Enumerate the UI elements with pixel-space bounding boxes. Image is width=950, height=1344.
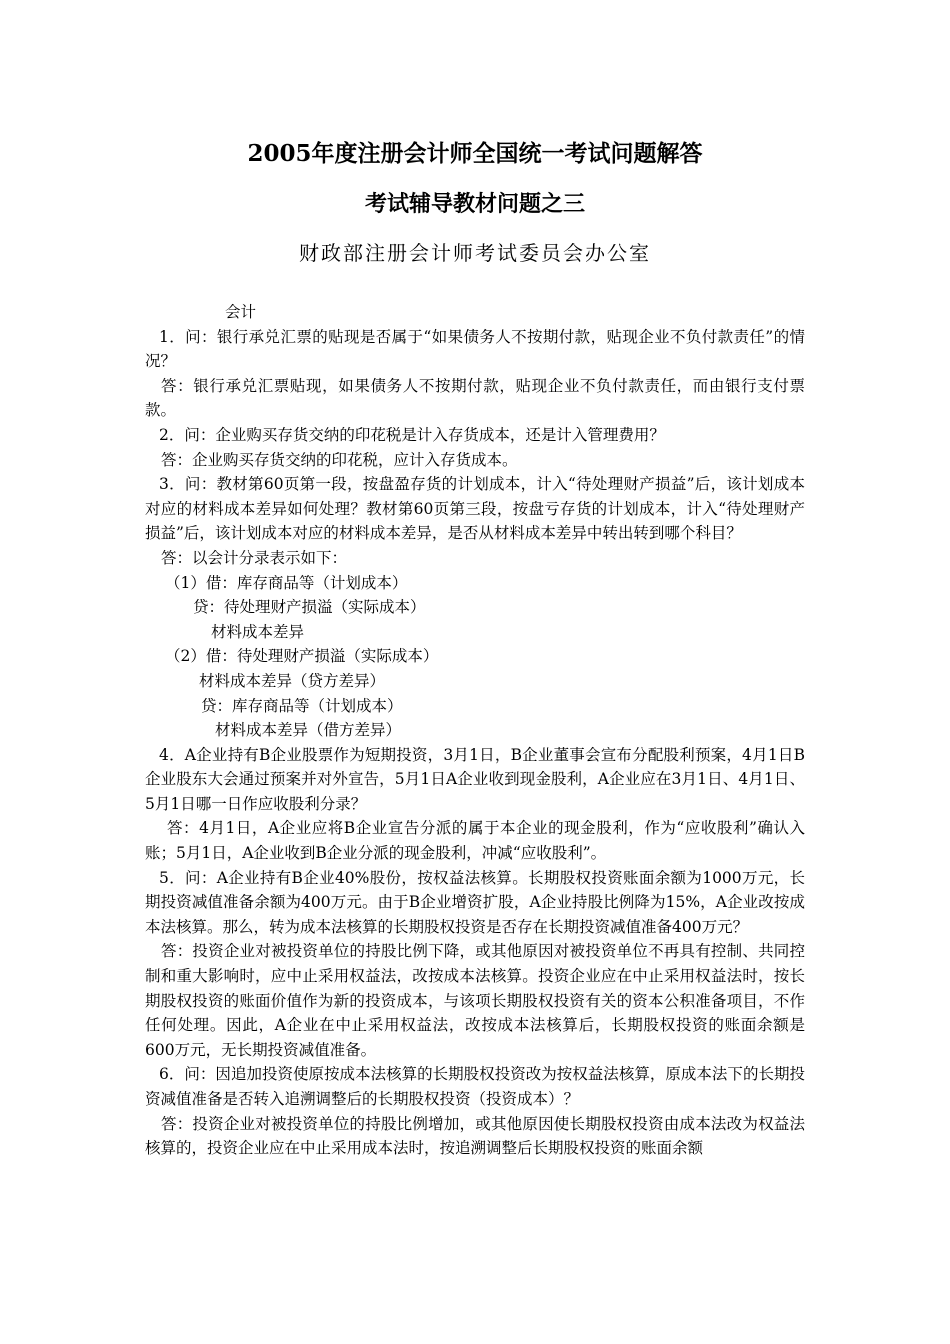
journal-entry-line: 材料成本差异（借方差异） [215,721,402,740]
answer-6: 答：投资企业对被投资单位的持股比例增加，或其他原因使长期股权投资由成本法改为权益法核算的，投资企业应在中止采用成本法时，按追溯调整后长期股权投资的账面余额 [145,1114,805,1158]
answer-3: 答：以会计分录表示如下： [161,548,348,567]
journal-entry-line: （1）借：库存商品等（计划成本） [165,573,408,592]
question-3: 3．问：教材第60页第一段，按盘盈存货的计划成本，计入“待处理财产损益”后，该计划成本对应的材料成本差异如何处理？教材第60页第三段，按盘亏存货的计划成本，计入“待处理财产损益”后，该计划成本对应的材料成本差异，是否从材料成本差异中转出转到哪个科目？ [145,475,805,543]
answer-4: 答：4月1日，A企业应将B企业宣告分派的属于本企业的现金股利，作为“应收股利”确认入账；5月1日，A企业收到B企业分派的现金股利，冲减“应收股利”。 [145,819,805,863]
journal-entry-line: 贷：库存商品等（计划成本） [201,696,403,715]
journal-entry-line: 材料成本差异（贷方差异） [199,671,386,690]
question-2: 2．问：企业购买存货交纳的印花税是计入存货成本，还是计入管理费用？ [159,425,665,444]
document-subtitle: 考试辅导教材问题之三 [364,191,585,217]
answer-2: 答：企业购买存货交纳的印花税，应计入存货成本。 [161,450,518,469]
question-6: 6．问：因追加投资使原按成本法核算的长期股权投资改为按权益法核算，原成本法下的长期投资减值准备是否转入追溯调整后的长期股权投资（投资成本）？ [145,1065,805,1108]
question-4: 4．A企业持有B企业股票作为短期投资，3月1日，B企业董事会宣布分配股利预案，4月1日B企业股东大会通过预案并对外宣告，5月1日A企业收到现金股利，A企业应在3月1日、4月1日、5月1日哪一日作应收股利分录？ [145,745,805,813]
journal-entry-line: 贷：待处理财产损溢（实际成本） [193,598,426,617]
answer-1: 答：银行承兑汇票贴现，如果债务人不按期付款，贴现企业不负付款责任，而由银行支付票款。 [145,376,805,420]
question-1: 1．问：银行承兑汇票的贴现是否属于“如果债务人不按期付款，贴现企业不负付款责任”的情况？ [145,327,805,371]
journal-entry-line: （2）借：待处理财产损溢（实际成本） [165,647,439,666]
journal-entry-line: 材料成本差异 [211,622,305,641]
answer-5: 答：投资企业对被投资单位的持股比例下降，或其他原因对被投资单位不再具有控制、共同控制和重大影响时，应中止采用权益法，改按成本法核算。投资企业应在中止采用权益法时，按长期股权投资的账面价值作为新的投资成本，与该项长期股权投资有关的资本公积准备项目，不作任何处理。因此，A企业在中止采用权益法，改按成本法核算后，长期股权投资的账面余额是600万元，无长期投资减值准备。 [145,942,805,1059]
document-body [145,300,805,1161]
document-author: 财政部注册会计师考试委员会办公室 [299,241,651,265]
document-title: 2005年度注册会计师全国统一考试问题解答 [247,140,703,167]
question-5: 5．问：A企业持有B企业40%股份，按权益法核算。长期股权投资账面余额为1000万元，长期投资减值准备余额为400万元。由于B企业增资扩股，A企业持股比例降为15%，A企业改按成本法核算。那么，转为成本法核算的长期股权投资是否存在长期投资减值准备400万元？ [145,868,805,936]
section-heading: 会计 [225,303,257,321]
